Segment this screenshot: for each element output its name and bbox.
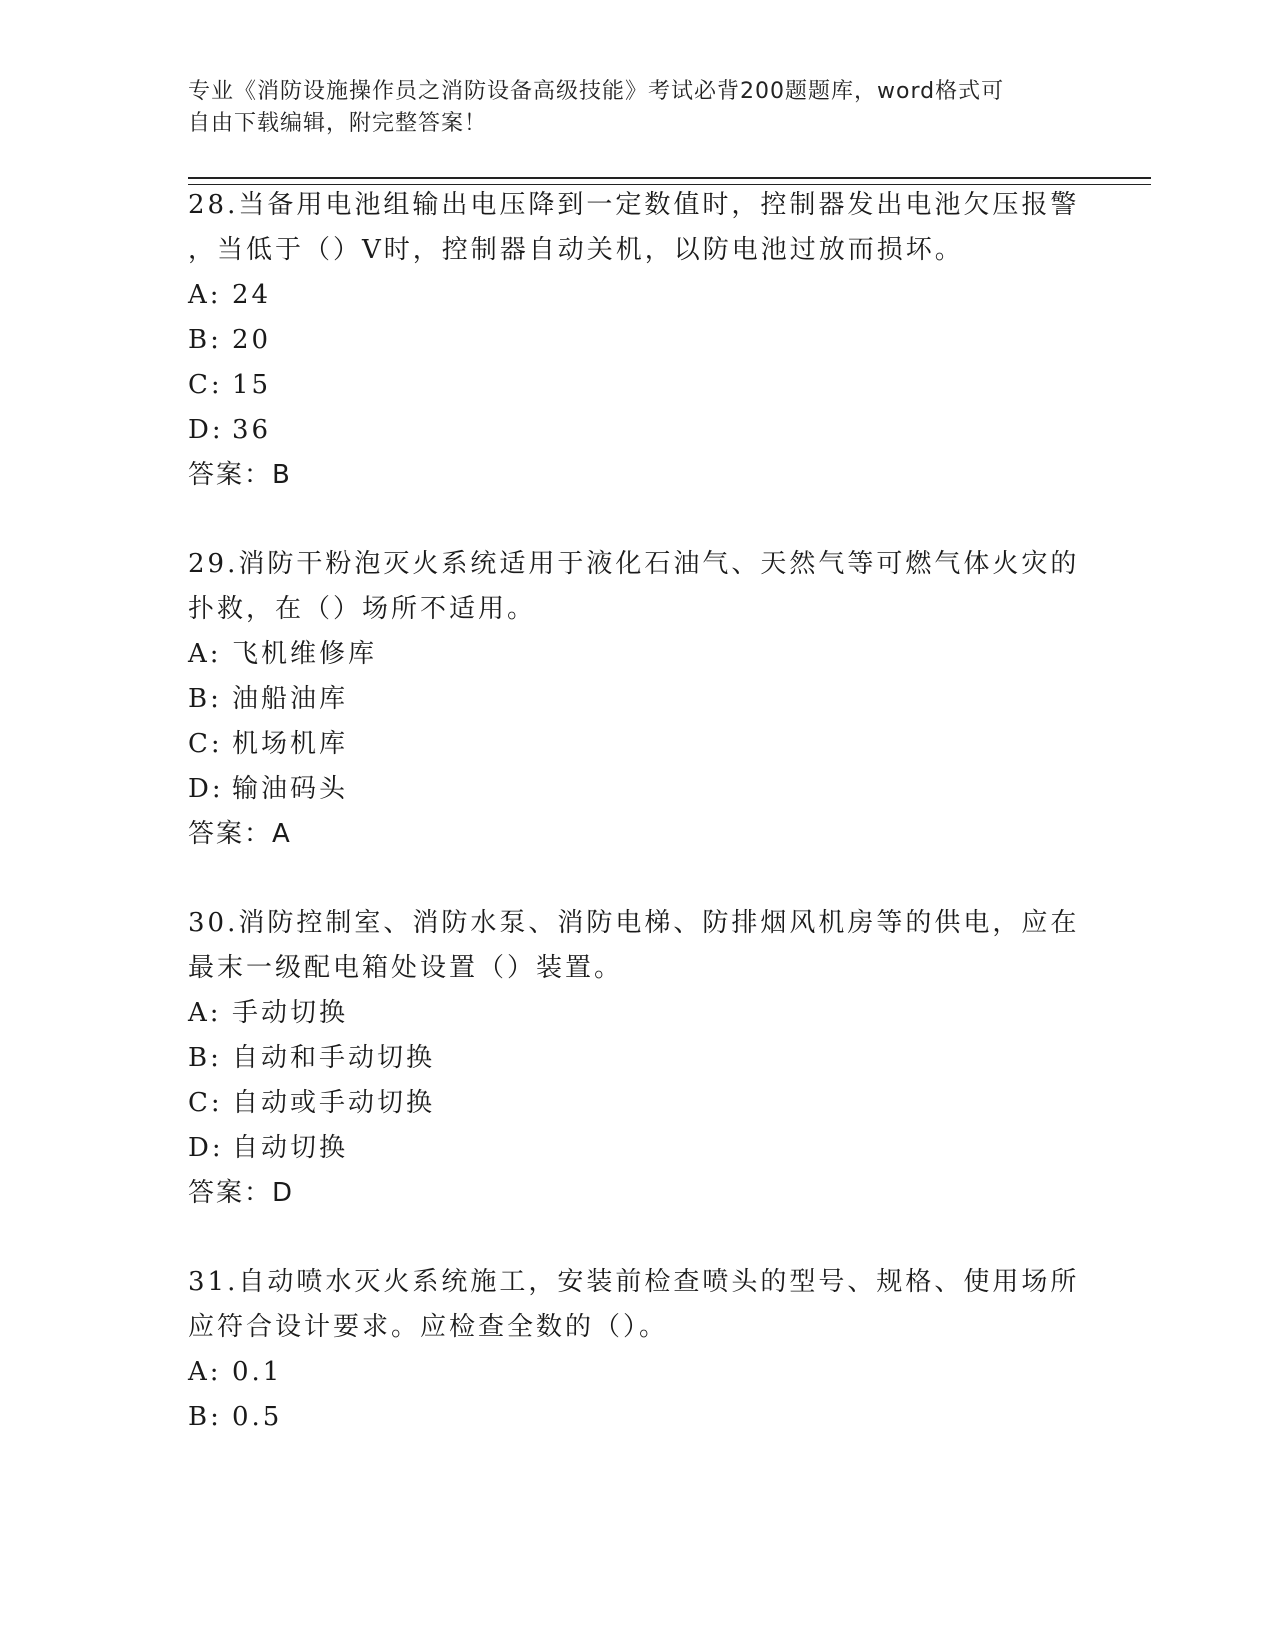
option-b bbox=[188, 677, 1088, 722]
option-letter: D: bbox=[188, 415, 224, 445]
option-letter: A: bbox=[188, 998, 222, 1028]
question-31 bbox=[188, 1260, 1088, 1440]
option-a bbox=[188, 632, 1088, 677]
question-stem bbox=[188, 183, 1088, 273]
question-stem-line-2: ，当低于（）V时，控制器自动关机，以防电池过放而损坏。 bbox=[188, 235, 964, 265]
question-stem-line-2: 扑救，在（）场所不适用。 bbox=[188, 594, 537, 624]
option-text: 15 bbox=[232, 370, 272, 400]
header-rule-thick bbox=[188, 177, 1151, 179]
option-text: 机场机库 bbox=[232, 729, 349, 759]
question-stem bbox=[188, 542, 1088, 632]
option-d bbox=[188, 408, 1088, 453]
question-stem bbox=[188, 1260, 1088, 1350]
question-stem-line-1: 31.自动喷水灭火系统施工，安装前检查喷头的型号、规格、使用场所 bbox=[188, 1267, 1080, 1297]
option-c bbox=[188, 1081, 1088, 1126]
option-letter: B: bbox=[188, 1402, 222, 1432]
header-line-2: 自由下载编辑，附完整答案！ bbox=[188, 111, 488, 136]
option-text: 20 bbox=[232, 325, 272, 355]
option-text: 24 bbox=[232, 280, 272, 310]
document-header bbox=[188, 76, 1088, 140]
option-letter: A: bbox=[188, 280, 222, 310]
option-letter: B: bbox=[188, 684, 222, 714]
option-text: 自动或手动切换 bbox=[232, 1088, 436, 1118]
option-letter: A: bbox=[188, 639, 222, 669]
option-text: 0.5 bbox=[232, 1402, 283, 1432]
option-text: 自动切换 bbox=[232, 1133, 349, 1163]
question-stem bbox=[188, 901, 1088, 991]
option-letter: D: bbox=[188, 1133, 224, 1163]
option-text: 输油码头 bbox=[232, 774, 349, 804]
option-a bbox=[188, 273, 1088, 318]
option-d bbox=[188, 1126, 1088, 1171]
option-letter: B: bbox=[188, 1043, 222, 1073]
option-b bbox=[188, 1395, 1088, 1440]
question-30 bbox=[188, 901, 1088, 1216]
header-line-1: 专业《消防设施操作员之消防设备高级技能》考试必背200题题库，word格式可 bbox=[188, 79, 1005, 104]
option-text: 油船油库 bbox=[232, 684, 349, 714]
question-stem-line-1: 29.消防干粉泡灭火系统适用于液化石油气、天然气等可燃气体火灾的 bbox=[188, 549, 1080, 579]
question-28 bbox=[188, 183, 1088, 498]
option-letter: C: bbox=[188, 729, 223, 759]
answer-line: 答案：D bbox=[188, 1178, 295, 1208]
option-letter: B: bbox=[188, 325, 222, 355]
option-d bbox=[188, 767, 1088, 812]
question-stem-line-1: 28.当备用电池组输出电压降到一定数值时，控制器发出电池欠压报警 bbox=[188, 190, 1080, 220]
question-stem-line-1: 30.消防控制室、消防水泵、消防电梯、防排烟风机房等的供电，应在 bbox=[188, 908, 1080, 938]
option-text: 飞机维修库 bbox=[232, 639, 378, 669]
option-a bbox=[188, 1350, 1088, 1395]
option-c bbox=[188, 722, 1088, 767]
option-letter: D: bbox=[188, 774, 224, 804]
option-text: 手动切换 bbox=[232, 998, 349, 1028]
option-letter: C: bbox=[188, 370, 223, 400]
option-letter: C: bbox=[188, 1088, 223, 1118]
option-a bbox=[188, 991, 1088, 1036]
question-stem-line-2: 最末一级配电箱处设置（）装置。 bbox=[188, 953, 624, 983]
option-text: 36 bbox=[232, 415, 272, 445]
option-b bbox=[188, 1036, 1088, 1081]
option-letter: A: bbox=[188, 1357, 222, 1387]
answer-line: 答案：B bbox=[188, 460, 292, 490]
answer-line: 答案：A bbox=[188, 819, 292, 849]
question-stem-line-2: 应符合设计要求。应检查全数的（）。 bbox=[188, 1312, 669, 1342]
option-c bbox=[188, 363, 1088, 408]
option-b bbox=[188, 318, 1088, 363]
question-29 bbox=[188, 542, 1088, 857]
option-text: 0.1 bbox=[232, 1357, 283, 1387]
option-text: 自动和手动切换 bbox=[232, 1043, 436, 1073]
